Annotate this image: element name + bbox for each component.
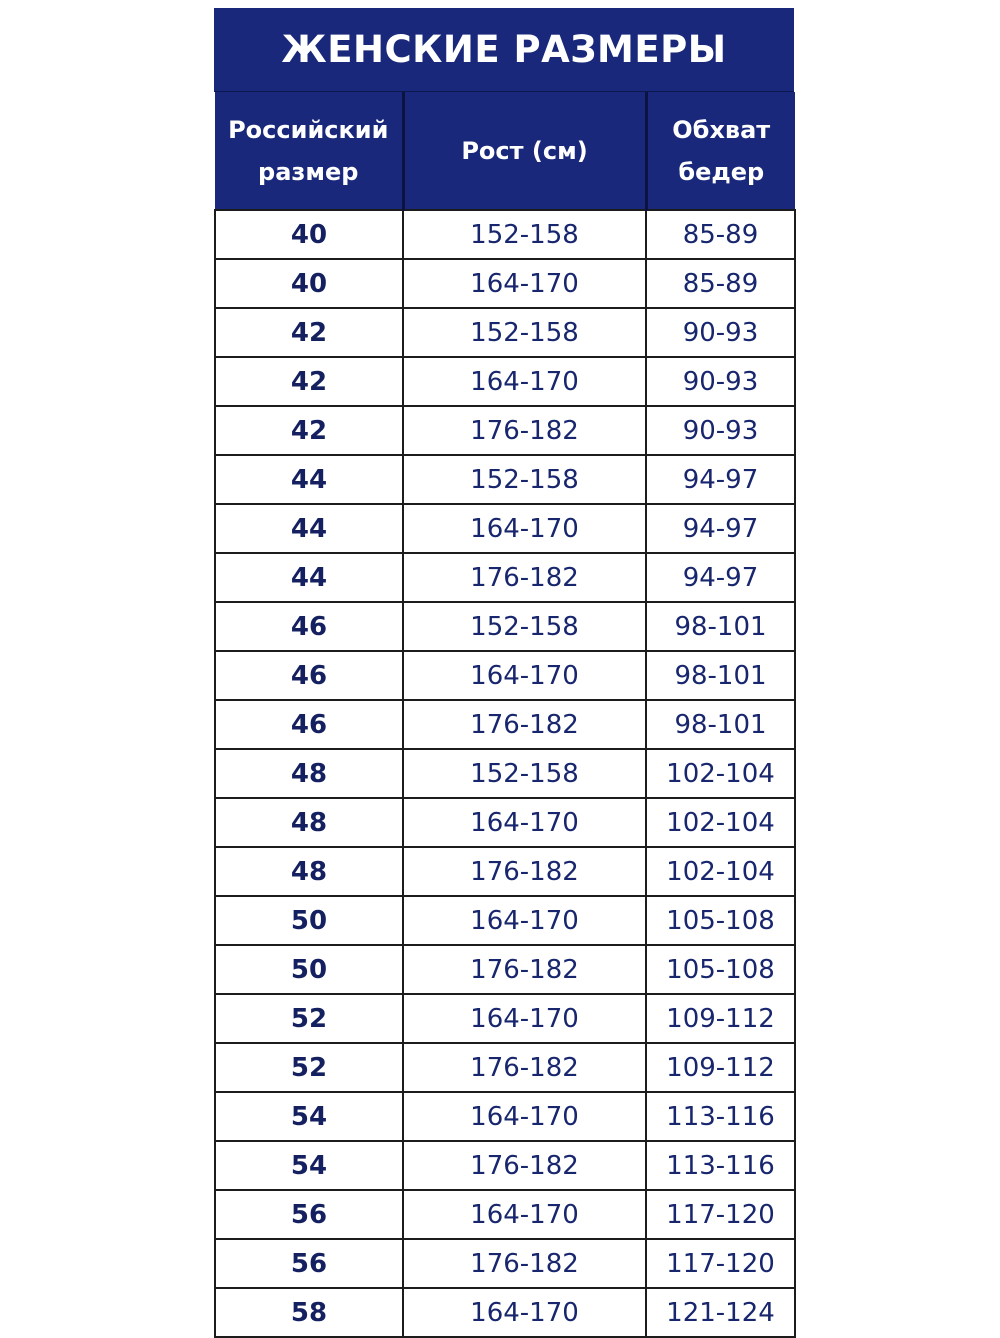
height-cell: 164-170 — [403, 798, 646, 847]
table-row — [215, 602, 795, 651]
size-cell: 42 — [215, 308, 403, 357]
table-row — [215, 700, 795, 749]
table-row — [215, 553, 795, 602]
column-header-russian-size: Российский размер — [215, 92, 403, 210]
table-row — [215, 308, 795, 357]
height-cell: 176-182 — [403, 1043, 646, 1092]
size-cell: 46 — [215, 700, 403, 749]
hip-girth-cell: 90-93 — [646, 406, 795, 455]
table-row — [215, 1092, 795, 1141]
size-cell: 54 — [215, 1092, 403, 1141]
size-cell: 54 — [215, 1141, 403, 1190]
table-row — [215, 847, 795, 896]
hip-girth-cell: 94-97 — [646, 553, 795, 602]
hip-girth-cell: 117-120 — [646, 1239, 795, 1288]
hip-girth-cell: 85-89 — [646, 210, 795, 259]
table-row — [215, 1288, 795, 1337]
table-row — [215, 210, 795, 259]
table-row — [215, 504, 795, 553]
size-cell: 52 — [215, 1043, 403, 1092]
height-cell: 152-158 — [403, 210, 646, 259]
height-cell: 176-182 — [403, 553, 646, 602]
table-row — [215, 259, 795, 308]
height-cell: 152-158 — [403, 749, 646, 798]
hip-girth-cell: 102-104 — [646, 847, 795, 896]
table-row — [215, 651, 795, 700]
column-header-hip-girth: Обхват бедер — [646, 92, 795, 210]
table-row — [215, 1239, 795, 1288]
size-cell: 56 — [215, 1190, 403, 1239]
hip-girth-cell: 102-104 — [646, 798, 795, 847]
size-cell: 58 — [215, 1288, 403, 1337]
size-cell: 40 — [215, 210, 403, 259]
size-cell: 40 — [215, 259, 403, 308]
table-row — [215, 1141, 795, 1190]
hip-girth-cell: 117-120 — [646, 1190, 795, 1239]
hip-girth-cell: 121-124 — [646, 1288, 795, 1337]
column-header-height: Рост (см) — [403, 92, 646, 210]
height-cell: 164-170 — [403, 259, 646, 308]
size-cell: 42 — [215, 357, 403, 406]
table-row — [215, 1043, 795, 1092]
table-row — [215, 1190, 795, 1239]
table-row — [215, 945, 795, 994]
size-cell: 56 — [215, 1239, 403, 1288]
table-row — [215, 455, 795, 504]
height-cell: 164-170 — [403, 994, 646, 1043]
hip-girth-cell: 102-104 — [646, 749, 795, 798]
hip-girth-cell: 113-116 — [646, 1141, 795, 1190]
height-cell: 152-158 — [403, 308, 646, 357]
hip-girth-cell: 109-112 — [646, 1043, 795, 1092]
hip-girth-cell: 109-112 — [646, 994, 795, 1043]
header-row — [215, 92, 795, 210]
height-cell: 176-182 — [403, 1141, 646, 1190]
height-cell: 164-170 — [403, 1190, 646, 1239]
hip-girth-cell: 90-93 — [646, 308, 795, 357]
size-cell: 48 — [215, 847, 403, 896]
size-table — [214, 92, 796, 1338]
hip-girth-cell: 98-101 — [646, 700, 795, 749]
table-row — [215, 896, 795, 945]
hip-girth-cell: 105-108 — [646, 896, 795, 945]
height-cell: 176-182 — [403, 847, 646, 896]
height-cell: 164-170 — [403, 1288, 646, 1337]
hip-girth-cell: 85-89 — [646, 259, 795, 308]
height-cell: 164-170 — [403, 896, 646, 945]
table-row — [215, 798, 795, 847]
height-cell: 164-170 — [403, 1092, 646, 1141]
height-cell: 164-170 — [403, 357, 646, 406]
size-cell: 52 — [215, 994, 403, 1043]
height-cell: 176-182 — [403, 1239, 646, 1288]
height-cell: 152-158 — [403, 455, 646, 504]
size-cell: 46 — [215, 602, 403, 651]
hip-girth-cell: 98-101 — [646, 602, 795, 651]
size-cell: 44 — [215, 455, 403, 504]
size-cell: 48 — [215, 798, 403, 847]
height-cell: 176-182 — [403, 406, 646, 455]
size-cell: 44 — [215, 504, 403, 553]
size-cell: 44 — [215, 553, 403, 602]
size-cell: 42 — [215, 406, 403, 455]
height-cell: 164-170 — [403, 504, 646, 553]
hip-girth-cell: 90-93 — [646, 357, 795, 406]
hip-girth-cell: 105-108 — [646, 945, 795, 994]
size-chart — [214, 8, 794, 1338]
height-cell: 164-170 — [403, 651, 646, 700]
hip-girth-cell: 94-97 — [646, 504, 795, 553]
table-row — [215, 406, 795, 455]
height-cell: 152-158 — [403, 602, 646, 651]
size-cell: 50 — [215, 945, 403, 994]
height-cell: 176-182 — [403, 945, 646, 994]
hip-girth-cell: 94-97 — [646, 455, 795, 504]
hip-girth-cell: 98-101 — [646, 651, 795, 700]
table-row — [215, 357, 795, 406]
hip-girth-cell: 113-116 — [646, 1092, 795, 1141]
size-cell: 46 — [215, 651, 403, 700]
chart-title: ЖЕНСКИЕ РАЗМЕРЫ — [214, 8, 794, 92]
size-cell: 48 — [215, 749, 403, 798]
table-row — [215, 994, 795, 1043]
table-row — [215, 749, 795, 798]
height-cell: 176-182 — [403, 700, 646, 749]
size-cell: 50 — [215, 896, 403, 945]
